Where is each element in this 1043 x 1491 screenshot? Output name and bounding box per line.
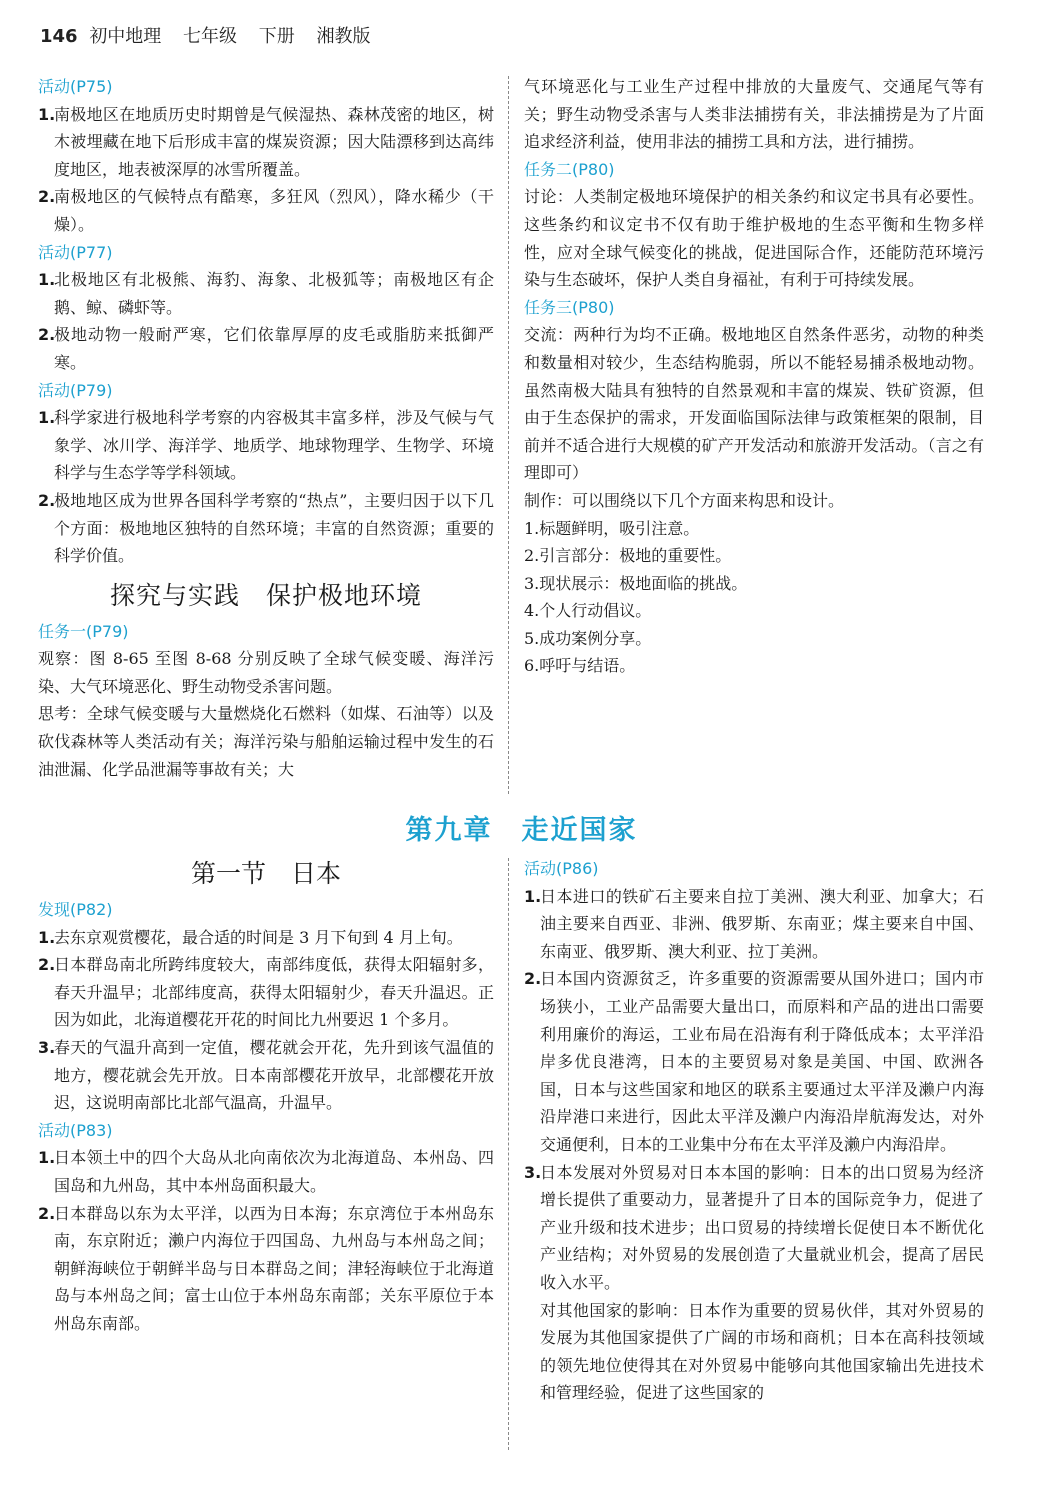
activity-p75-label: 活动(P75) [38, 77, 113, 96]
task-2-text: 讨论：人类制定极地环境保护的相关条约和议定书具有必要性。这些条约和议定书不仅有助于维护极地的生态平衡和生物多样性，应对全球气候变化的挑战，促进国际合作，还能防范环境污染与生态破坏，保护人类自身福祉，有利于可持续发展。 [524, 187, 984, 290]
activity-p77-label: 活动(P77) [38, 242, 113, 262]
discover-p82-item-3: 3. 春天的气温升高到一定值，樱花就会开花，先升到该气温值的地方，樱花就会先开放。日本南部樱花开放早，北部樱花开放迟，这说明南部比北部气温高，升温早。 [38, 1037, 494, 1113]
make-list-item: 2.引言部分：极地的重要性。 [524, 546, 732, 566]
task-2-label: 任务二(P80) [524, 159, 615, 179]
discover-p82-label: 发现(P82) [38, 900, 113, 919]
volume: 下册 [258, 26, 295, 47]
section-title: 探究与实践 保护极地环境 [109, 580, 422, 610]
discover-p82-item-1: 1. 去东京观赏樱花，最合适的时间是 3 月下旬到 4 月上旬。 [38, 927, 463, 947]
activity-p77-item-2: 2. 极地动物一般耐严寒，它们依靠厚厚的皮毛或脂肪来抵御严寒。 [38, 325, 494, 372]
activity-p86-label: 活动(P86) [524, 859, 599, 878]
activity-p75-item-2: 2. 南极地区的气候特点有酷寒，多狂风（烈风），降水稀少（干燥）。 [38, 187, 494, 234]
page-number: 146 [40, 26, 78, 47]
activity-p79-label: 活动(P79) [38, 380, 113, 400]
page-header [40, 22, 387, 48]
activity-p86-item-1: 1. 日本进口的铁矿石主要来自拉丁美洲、澳大利亚、加拿大；石油主要来自西亚、非洲、俄罗斯、东南亚；煤主要来自中国、东南亚、俄罗斯、澳大利亚、拉丁美洲。 [524, 886, 984, 961]
left-column-top [38, 73, 494, 783]
column-divider-top [508, 76, 509, 794]
make-list-item: 1.标题鲜明，吸引注意。 [524, 518, 700, 538]
make-intro: 制作：可以围绕以下几个方面来构思和设计。 [524, 490, 845, 510]
activity-p83-label: 活动(P83) [38, 1120, 113, 1140]
column-divider-bottom [508, 858, 509, 1450]
section-subtitle: 第一节 日本 [190, 859, 341, 888]
task-3-text: 交流：两种行为均不正确。极地地区自然条件恶劣，动物的种类和数量相对较少，生态结构脆弱，所以不能轻易捕杀极地动物。虽然南极大陆具有独特的自然景观和丰富的煤炭、铁矿资源，但由于生态保护的需求，开发面临国际法律与政策框架的限制，目前并不适合进行大规模的矿产开发活动和旅游开发活动。（言之有理即可） [524, 325, 984, 483]
activity-p75-item-1: 1. 南极地区在地质历史时期曾是气候湿热、森林茂密的地区，树木被埋藏在地下后形成丰富的煤炭资源；因大陆漂移到达高纬度地区，地表被深厚的冰雪所覆盖。 [38, 104, 494, 179]
grade: 七年级 [183, 26, 238, 47]
make-list-item: 4.个人行动倡议。 [524, 601, 652, 621]
activity-p83-item-2: 2. 日本群岛以东为太平洋，以西为日本海；东京湾位于本州岛东南，东京附近；濑户内海位于四国岛、九州岛与本州岛之间；朝鲜海峡位于朝鲜半岛与日本群岛之间；津轻海峡位于北海道岛与本州岛之间；富士山位于本州岛东南部；关东平原位于本州岛东南部。 [38, 1203, 494, 1333]
task-1-continued: 气环境恶化与工业生产过程中排放的大量废气、交通尾气等有关；野生动物受杀害与人类非法捕捞有关，非法捕捞是为了片面追求经济利益，使用非法的捕捞工具和方法，进行捕捞。 [524, 77, 984, 152]
chapter-title: 第九章 走近国家 [405, 815, 638, 846]
activity-p77-item-1: 1. 北极地区有北极熊、海豹、海象、北极狐等；南极地区有企鹅、鲸、磷虾等。 [38, 270, 494, 317]
discover-p82-item-2: 2. 日本群岛南北所跨纬度较大，南部纬度低，获得太阳辐射多，春天升温早；北部纬度高，获得太阳辐射少，春天升温迟。正因为如此，北海道樱花开花的时间比九州要迟 1 个多月。 [38, 955, 494, 1030]
activity-p79-item-2: 2. 极地地区成为世界各国科学考察的“热点”，主要归因于以下几个方面：极地地区独特的自然环境；丰富的自然资源；重要的科学价值。 [38, 490, 494, 566]
right-column-top [524, 73, 984, 680]
task-3-label: 任务三(P80) [524, 297, 615, 317]
make-list-item: 5.成功案例分享。 [524, 628, 652, 648]
activity-p86-item-3-continued: 对其他国家的影响：日本作为重要的贸易伙伴，其对外贸易的发展为其他国家提供了广阔的市场和商机；日本在高科技领域的领先地位使得其在对外贸易中能够向其他国家输出先进技术和管理经验，促进了这些国家的 [540, 1300, 984, 1403]
right-column-bottom [524, 855, 984, 1407]
book-name: 初中地理 [89, 26, 162, 47]
task-1-label: 任务一(P79) [38, 621, 129, 641]
activity-p79-item-1: 1. 科学家进行极地科学考察的内容极其丰富多样，涉及气候与气象学、冰川学、海洋学、地质学、地球物理学、生物学、环境科学与生态学等学科领域。 [38, 408, 494, 483]
edition: 湘教版 [316, 26, 371, 47]
make-list-item: 3.现状展示：极地面临的挑战。 [524, 573, 748, 593]
activity-p86-item-3: 3. 日本发展对外贸易对日本本国的影响：日本的出口贸易为经济增长提供了重要动力，显著提升了日本的国际竞争力，促进了产业升级和技术进步；出口贸易的持续增长促使日本不断优化产业结构；对外贸易的发展创造了大量就业机会，提高了居民收入水平。 [524, 1162, 984, 1292]
activity-p86-item-2: 2. 日本国内资源贫乏，许多重要的资源需要从国外进口；国内市场狭小，工业产品需要大量出口，而原料和产品的进出口需要利用廉价的海运，工业布局在沿海有利于降低成本；太平洋沿岸多优良港湾，日本的主要贸易对象是美国、中国、欧洲各国，日本与这些国家和地区的联系主要通过太平洋及濑户内海沿岸港口来进行，因此太平洋及濑户内海沿岸航海发达，对外交通便利，日本的工业集中分布在太平洋及濑户内海沿岸。 [524, 969, 984, 1154]
left-column-bottom [38, 896, 494, 1338]
activity-p83-item-1: 1. 日本领土中的四个大岛从北向南依次为北海道岛、本州岛、四国岛和九州岛，其中本州岛面积最大。 [38, 1148, 494, 1195]
task-1-observe: 观察：图 8-65 至图 8-68 分别反映了全球气候变暖、海洋污染、大气环境恶化、野生动物受杀害问题。 [38, 649, 494, 696]
make-list-item: 6.呼吁与结语。 [524, 656, 636, 676]
task-1-think: 思考：全球气候变暖与大量燃烧化石燃料（如煤、石油等）以及砍伐森林等人类活动有关；海洋污染与船舶运输过程中发生的石油泄漏、化学品泄漏等事故有关；大 [38, 704, 494, 779]
